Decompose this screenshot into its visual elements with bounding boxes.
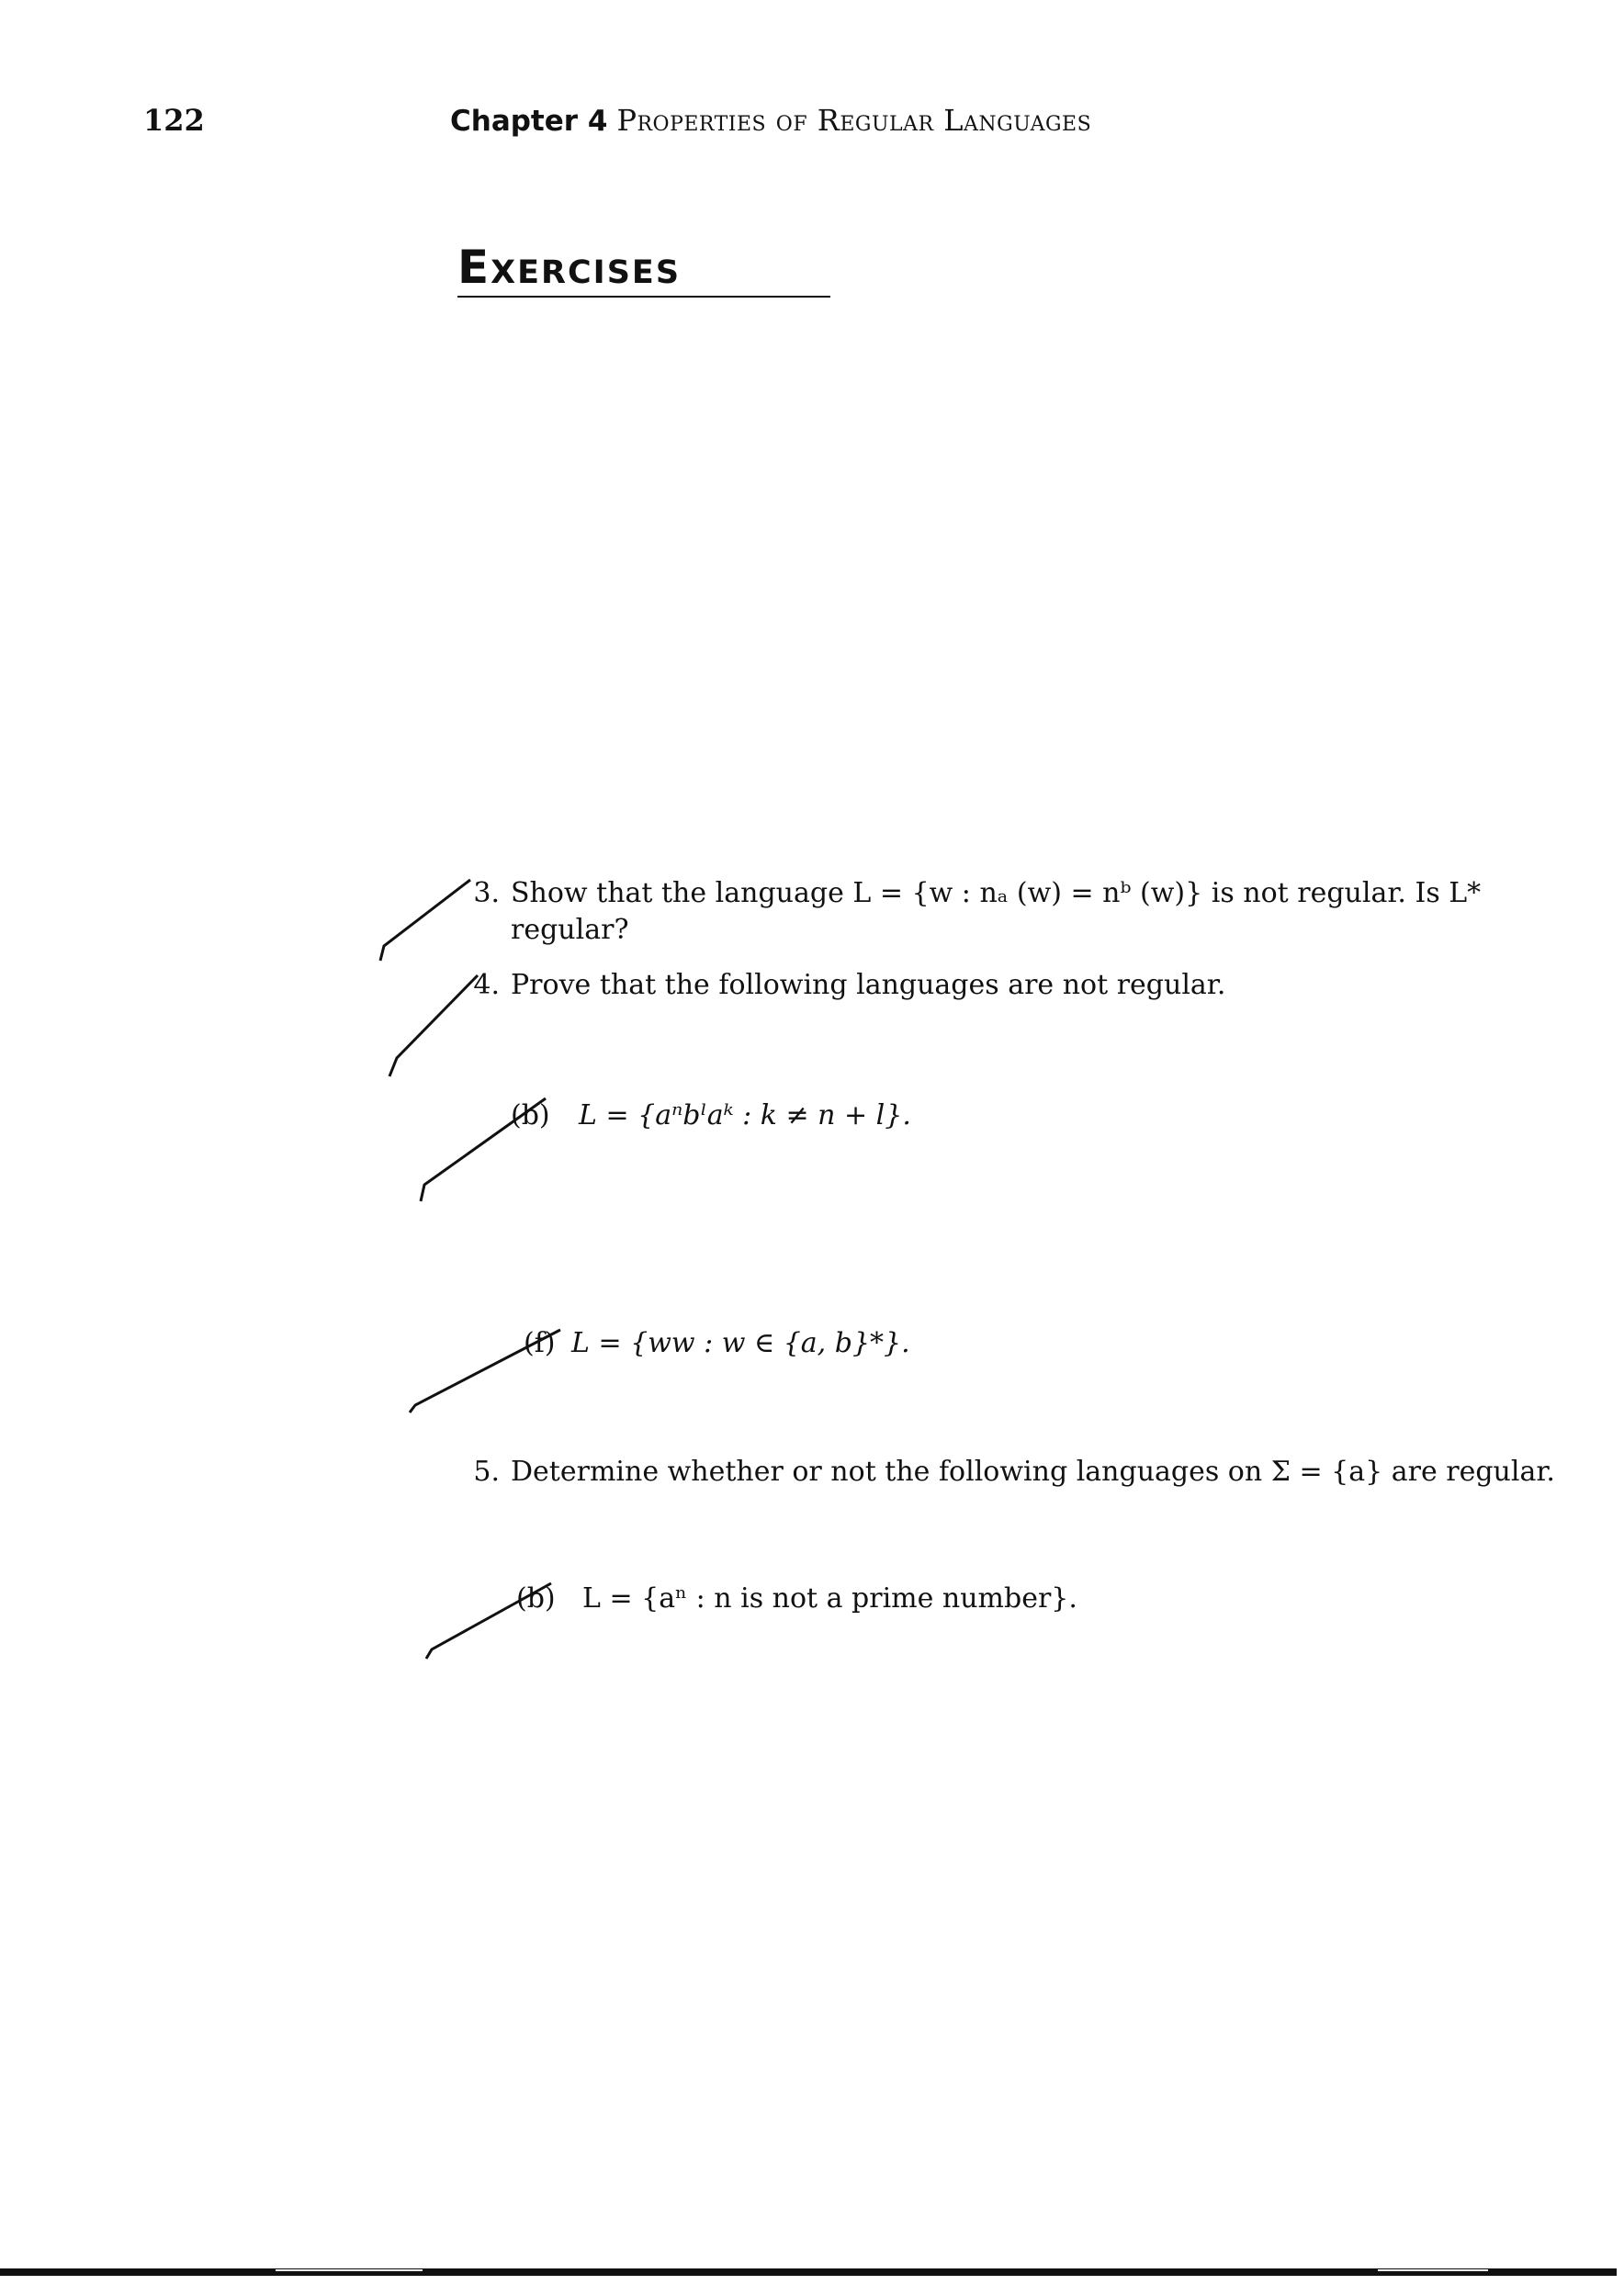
exercise-text: Show that the language L = {w : nₐ (w) = nᵇ (w)} is not regular. Is L*	[511, 877, 1482, 909]
chapter-title: Properties of Regular Languages	[616, 103, 1092, 138]
check-mark-icon	[380, 880, 470, 961]
exercise-text: Determine whether or not the following languages on Σ = {a} are regular.	[511, 1456, 1555, 1488]
page-number: 122	[143, 103, 205, 138]
check-mark-icon	[410, 1330, 560, 1412]
section-heading: Exercises	[457, 241, 682, 294]
exercise-text: Prove that the following languages are not regular.	[511, 969, 1226, 1001]
part-label: (f)	[524, 1327, 556, 1359]
part-label: (b)	[516, 1582, 556, 1615]
part-text: L = {ww : w ∈ {a, b}*}.	[571, 1327, 910, 1359]
check-mark-icon	[421, 1098, 546, 1201]
exercise-number: 3.	[473, 877, 500, 909]
scan-edge-strip	[0, 2263, 1624, 2278]
exercise-text-continued: regular?	[511, 914, 629, 946]
part-text: L = {aⁿbˡaᵏ : k ≠ n + l}.	[579, 1099, 911, 1131]
part-text: L = {aⁿ : n is not a prime number}.	[582, 1582, 1077, 1615]
chapter-label: Chapter 4	[450, 105, 608, 138]
check-mark-icon	[426, 1583, 551, 1659]
exercise-number: 5.	[473, 1456, 500, 1488]
check-mark-icon	[389, 975, 478, 1076]
exercise-number: 4.	[473, 969, 500, 1001]
part-label: (b)	[511, 1099, 550, 1131]
